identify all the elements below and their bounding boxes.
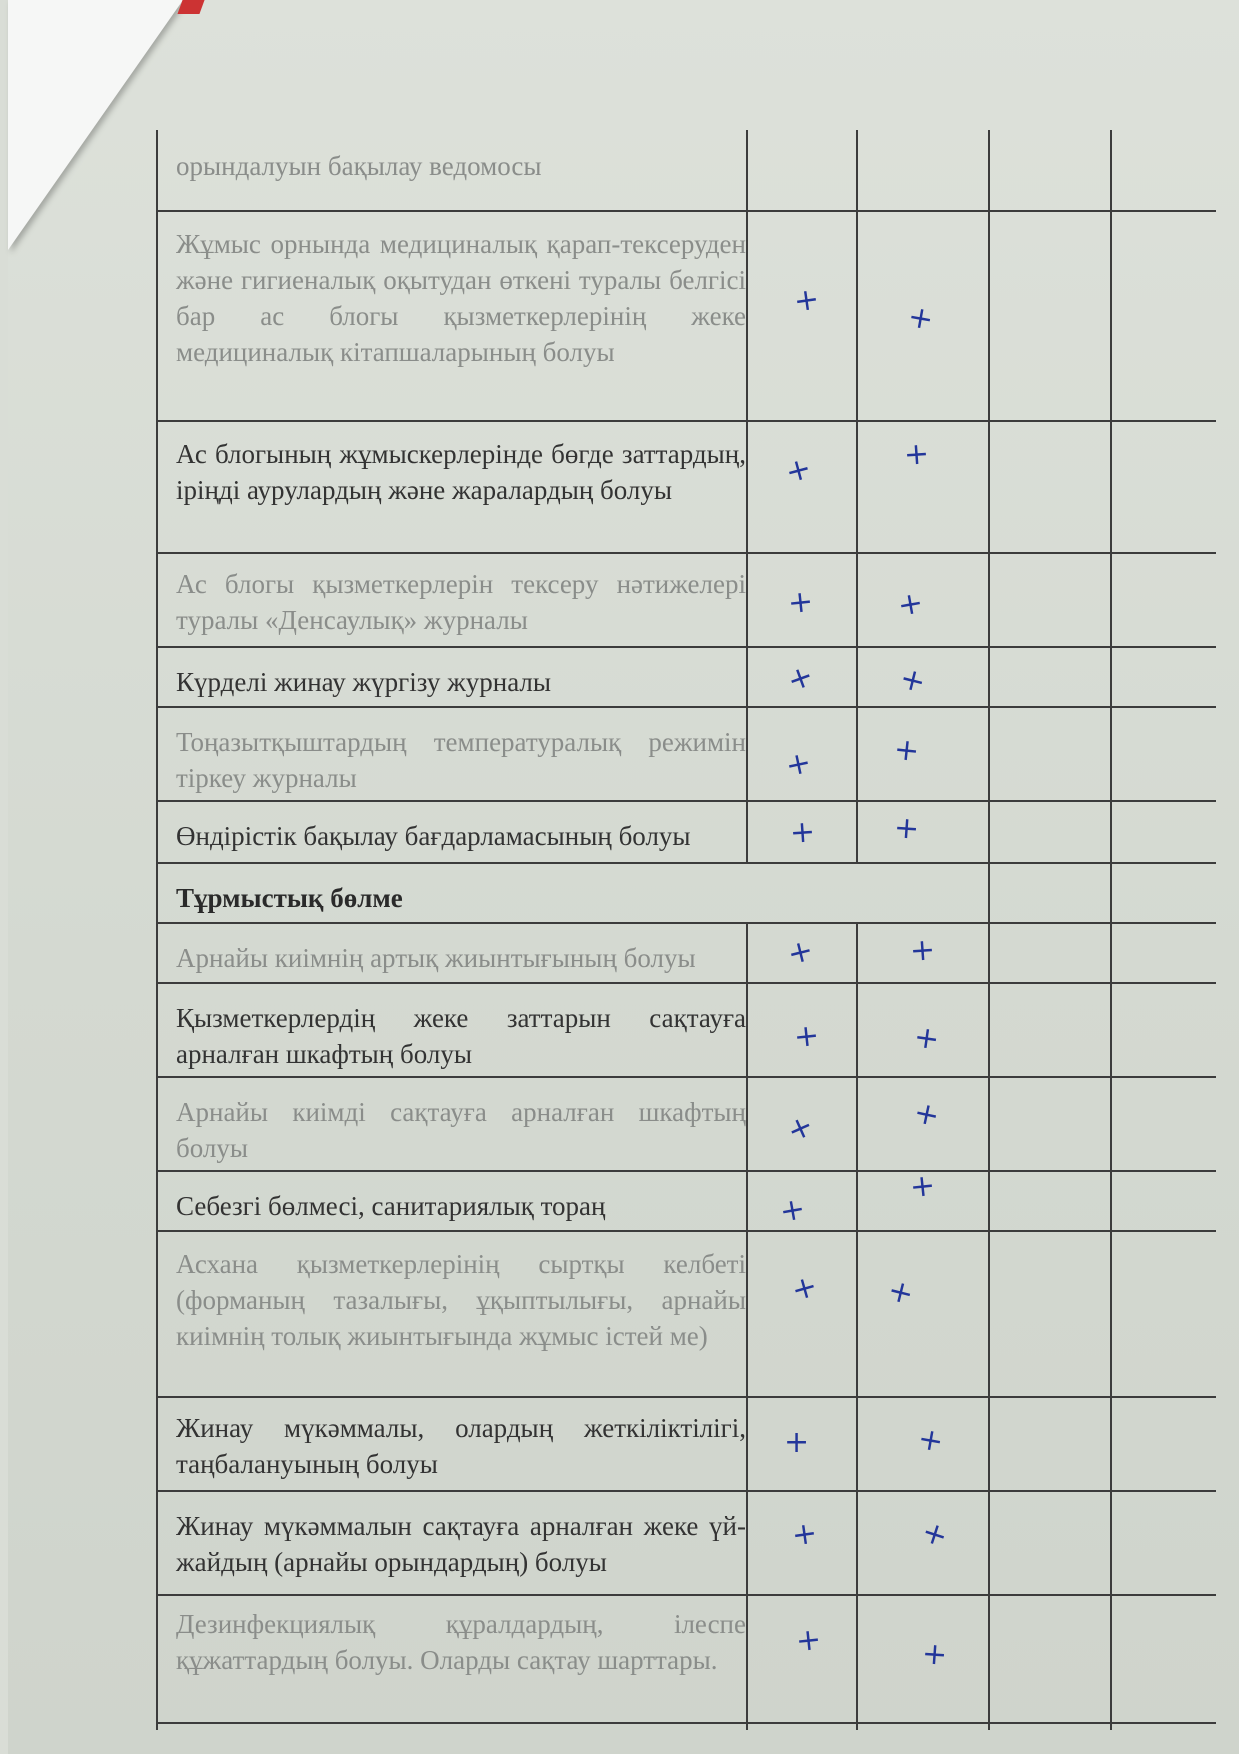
document-page: [8, 0, 1239, 1754]
column-divider: [856, 922, 858, 1730]
row-text: Қызметкерлердің жеке заттарын сақтауға арналған шкафтың болуы: [176, 1003, 746, 1069]
red-corner-mark: [177, 0, 204, 14]
check-mark-col1: +: [791, 281, 822, 320]
check-mark-col1: +: [781, 450, 816, 491]
check-mark-col2: +: [884, 1272, 918, 1313]
check-mark-col1: +: [787, 1268, 822, 1309]
row-text: Өндірістік бақылау бағдарламасының болуы: [176, 821, 691, 851]
check-mark-col1: +: [786, 583, 815, 622]
check-mark-col1: +: [777, 1191, 808, 1230]
check-mark-col2: +: [915, 1421, 947, 1460]
row-text: Жинау мүкәммалын сақтауға арналған жеке үй-жайдың (арнайы орындардың) болуы: [176, 1511, 746, 1577]
check-mark-col1: +: [789, 1515, 820, 1554]
check-mark-col2: +: [896, 660, 930, 701]
row-text: Тоңазытқыштардың температуралық режимін тіркеу журналы: [176, 727, 746, 793]
check-mark-col1: +: [781, 1107, 819, 1150]
row-text: Асхана қызметкерлерінің сыртқы келбеті (форманың тазалығы, ұқыптылығы, арнайы киімнің толық жиынтығында жұмыс істей ме): [176, 1249, 746, 1351]
check-mark-col1: +: [782, 744, 815, 785]
row-text: Ас блогының жұмыскерлерінде бөгде заттардың, іріңді аурулардың және жаралардың болуы: [176, 439, 746, 505]
row-divider: [156, 1230, 1216, 1232]
check-mark-col1: +: [794, 1621, 823, 1660]
column-divider: [746, 922, 748, 1730]
check-mark-col2: +: [905, 299, 937, 338]
check-mark-col2: +: [902, 436, 931, 473]
row-divider: [156, 862, 1216, 864]
row-divider: [156, 1594, 1216, 1596]
check-mark-col2: +: [895, 585, 926, 624]
check-mark-col1: +: [788, 814, 817, 851]
row-text: Жұмыс орнында медициналық қарап-тексеруден және гигиеналық оқытудан өткені туралы белгісі бар ас блогы қызметкерлерінің жеке медициналық кітапшаларының болуы: [176, 229, 746, 367]
check-mark-col1: +: [784, 1425, 810, 1460]
row-divider: [156, 922, 1216, 924]
row-divider: [156, 800, 1216, 802]
check-mark-col2: +: [908, 1167, 937, 1206]
check-mark-col2: +: [892, 731, 921, 770]
row-divider: [156, 1490, 1216, 1492]
check-mark-col1: +: [782, 657, 819, 700]
row-text: Себезгі бөлмесі, санитариялық тораң: [176, 1191, 606, 1221]
row-text: Арнайы киімді сақтауға арналған шкафтың болуы: [176, 1097, 746, 1163]
check-mark-col1: +: [792, 1017, 821, 1056]
row-text: Арнайы киімнің артық жиынтығының болуы: [176, 943, 696, 973]
row-divider: [156, 552, 1216, 554]
row-divider: [156, 210, 1216, 212]
row-divider: [156, 1396, 1216, 1398]
check-mark-col2: +: [920, 1636, 949, 1673]
check-mark-col2: +: [908, 932, 937, 969]
column-divider: [856, 130, 858, 862]
row-text: Ас блогы қызметкерлерін тексеру нәтижелері туралы «Денсаулық» журналы: [176, 569, 746, 635]
row-divider: [156, 1170, 1216, 1172]
column-divider: [746, 130, 748, 862]
row-divider: [156, 1722, 1216, 1724]
row-text: орындалуын бақылау ведомосы: [176, 151, 542, 181]
row-text: Дезинфекциялық құралдардың, ілеспе құжаттардың болуы. Оларды сақтау шарттары.: [176, 1609, 746, 1675]
row-text: Күрделі жинау жүргізу журналы: [176, 667, 552, 697]
row-text: Жинау мүкәммалы, олардың жеткіліктілігі, таңбалануының болуы: [176, 1413, 746, 1479]
row-divider: [156, 706, 1216, 708]
check-mark-col2: +: [910, 1094, 943, 1135]
check-mark-col1: +: [784, 932, 817, 973]
check-mark-col2: +: [911, 1019, 942, 1058]
row-divider: [156, 420, 1216, 422]
check-mark-col2: +: [917, 1513, 953, 1556]
check-mark-col2: +: [892, 810, 921, 847]
row-divider: [156, 646, 1216, 648]
row-divider: [156, 1076, 1216, 1078]
section-heading: Тұрмыстық бөлме: [176, 883, 403, 913]
row-divider: [156, 982, 1216, 984]
